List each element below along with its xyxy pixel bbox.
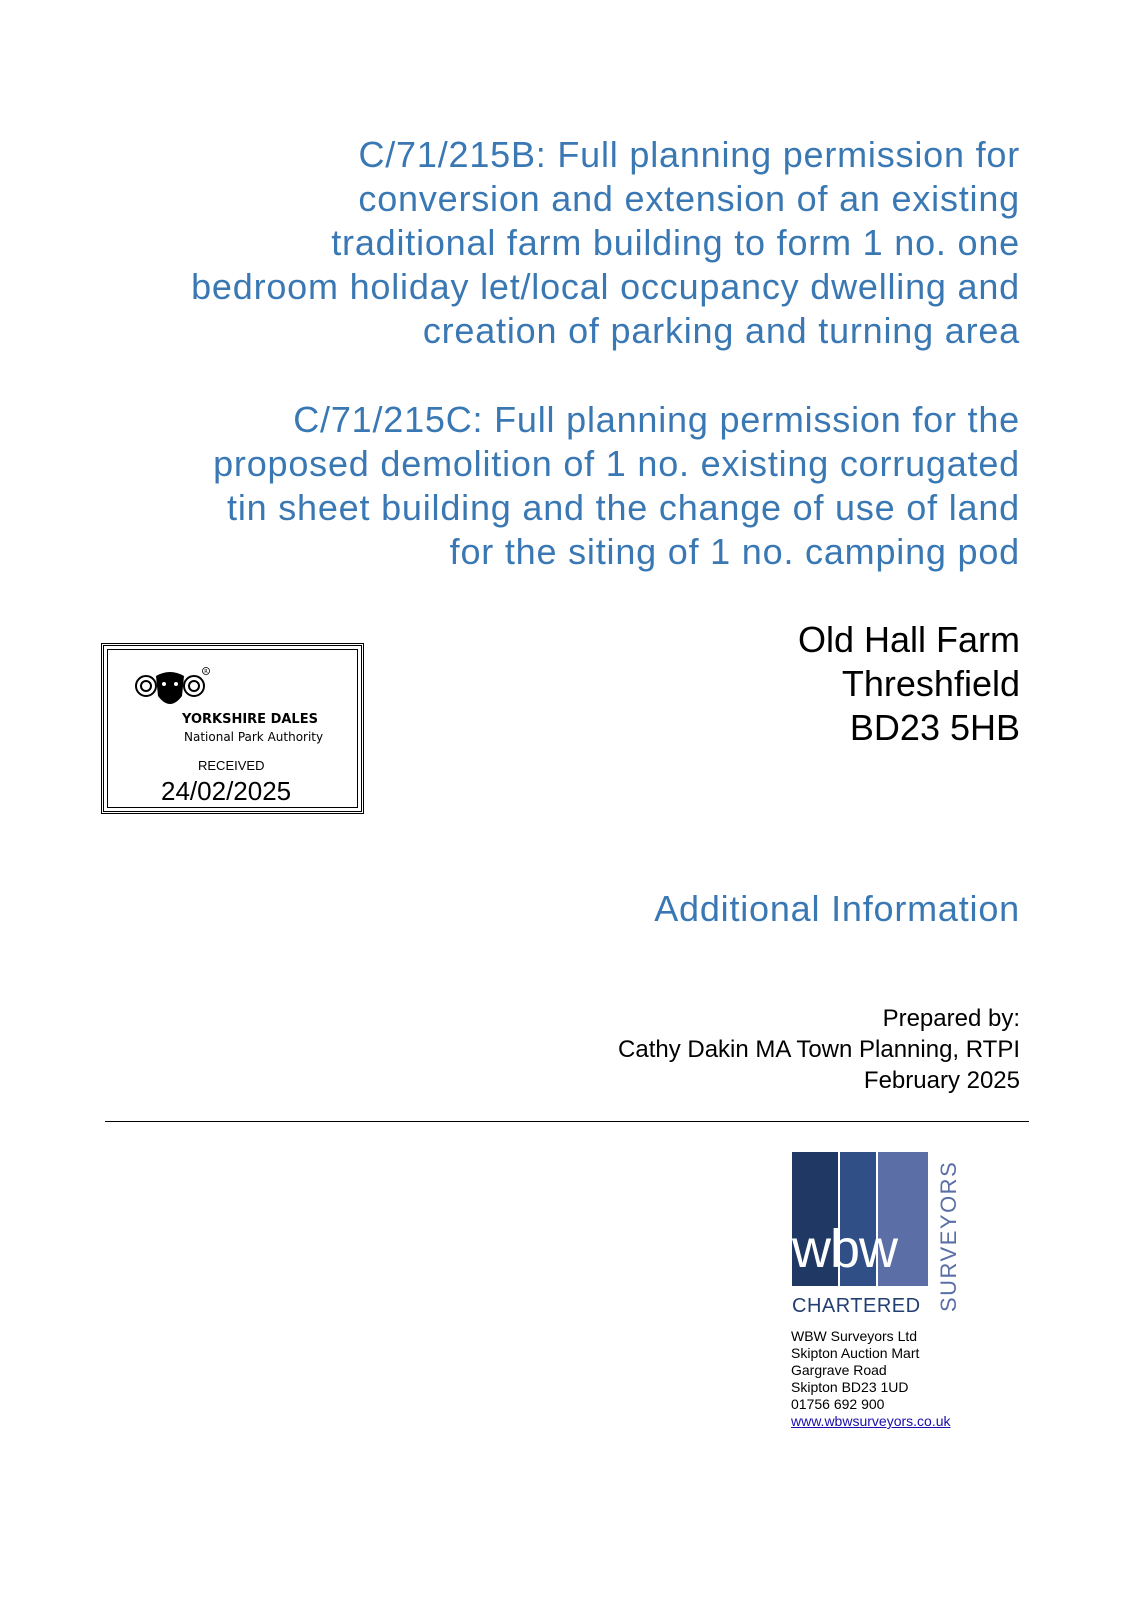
proposal-line: tin sheet building and the change of use of land [227,487,1020,528]
logo-wordmark: wbw [792,1219,898,1279]
stamp-received-label: RECEIVED [198,758,265,773]
proposal-line: proposed demolition of 1 no. existing corrugated [213,443,1020,484]
logo-tagline-left: CHARTERED [792,1295,921,1316]
address-line: Old Hall Farm [797,619,1020,660]
site-address [798,618,1020,750]
proposal-line: conversion and extension of an existing [358,178,1020,219]
proposal-line: creation of parking and turning area [422,310,1020,351]
prepared-by-date: February 2025 [863,1067,1020,1094]
proposal-line: C/71/215C: Full planning permission for the [293,399,1020,440]
company-address-line: Skipton Auction Mart [791,1345,920,1361]
company-phone: 01756 692 900 [791,1396,885,1412]
company-name: WBW Surveyors Ltd [791,1328,918,1344]
company-address-line: Skipton BD23 1UD [791,1379,909,1395]
address-line: BD23 5HB [849,707,1020,748]
company-address-line: Gargrave Road [791,1362,887,1378]
company-details [791,1328,951,1430]
prepared-by-block [618,1003,1020,1096]
section-heading: Additional Information [654,888,1020,929]
svg-text:R: R [204,669,208,675]
prepared-by-name: Cathy Dakin MA Town Planning, RTPI [618,1036,1020,1063]
proposal-line: for the siting of 1 no. camping pod [449,531,1020,572]
prepared-by-label: Prepared by: [882,1005,1020,1032]
stamp-org-name: YORKSHIRE DALES [182,712,318,727]
proposal-title-215b [191,133,1020,353]
received-stamp [101,643,364,814]
horizontal-divider [105,1121,1029,1122]
proposal-title-215c [213,398,1020,574]
ram-logo-icon [132,666,210,714]
address-line: Threshfield [841,663,1020,704]
wbw-logo [792,1152,964,1316]
stamp-org-subname: National Park Authority [184,730,324,744]
proposal-line: bedroom holiday let/local occupancy dwelling and [191,266,1020,307]
company-website-link[interactable]: www.wbwsurveyors.co.uk [791,1413,951,1429]
stamp-received-date: 24/02/2025 [161,776,292,806]
proposal-line: C/71/215B: Full planning permission for [358,134,1020,175]
logo-tagline-right: SURVEYORS [936,1160,961,1312]
proposal-line: traditional farm building to form 1 no. one [331,222,1020,263]
